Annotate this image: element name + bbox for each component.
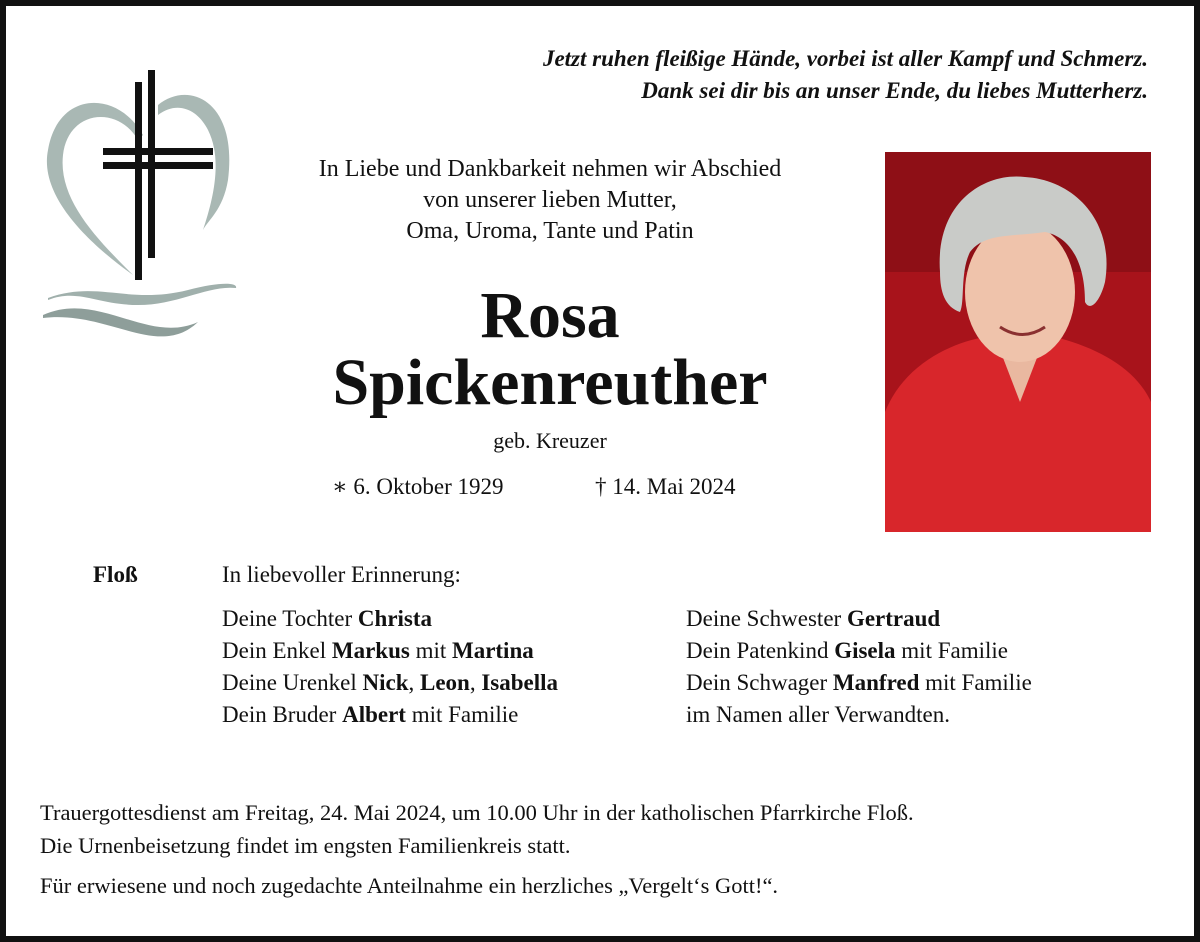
family-text: mit Familie bbox=[895, 638, 1008, 663]
footer-burial: Die Urnenbeisetzung findet im engsten Familienkreis statt. bbox=[40, 833, 571, 858]
death-date: † 14. Mai 2024 bbox=[595, 474, 736, 499]
family-name: Christa bbox=[357, 606, 433, 631]
place-label: Floß bbox=[93, 562, 138, 587]
family-text: Dein Schwager bbox=[686, 670, 833, 695]
family-member-line bbox=[686, 667, 1032, 699]
family-member-line bbox=[222, 603, 558, 635]
birth-name: geb. Kreuzer bbox=[493, 428, 607, 453]
family-member-line bbox=[686, 635, 1032, 667]
family-member-line bbox=[222, 699, 558, 731]
family-name: Leon bbox=[420, 670, 470, 695]
family-member-line bbox=[222, 667, 558, 699]
family-name: Gisela bbox=[834, 638, 896, 663]
quote-line-1: Jetzt ruhen fleißige Hände, vorbei ist aller Kampf und Schmerz. bbox=[542, 46, 1148, 71]
family-text: Deine Schwester bbox=[686, 606, 847, 631]
portrait-photo bbox=[885, 152, 1151, 532]
footer-thanks: Für erwiesene und noch zugedachte Anteilnahme ein herzliches „Vergelt‘s Gott!“. bbox=[40, 873, 779, 898]
first-name: Rosa bbox=[480, 279, 620, 352]
family-name: Gertraud bbox=[846, 606, 941, 631]
family-member-line bbox=[686, 699, 1032, 731]
intro-line-3: Oma, Uroma, Tante und Patin bbox=[406, 218, 694, 244]
family-name: Albert bbox=[342, 702, 406, 727]
family-name: Manfred bbox=[832, 670, 920, 695]
family-left-list bbox=[222, 603, 558, 731]
footer-service: Trauergottesdienst am Freitag, 24. Mai 2024, um 10.00 Uhr in der katholischen Pfarrkirche Floß. bbox=[40, 800, 914, 825]
family-text: mit Familie bbox=[919, 670, 1032, 695]
family-member-line bbox=[222, 635, 558, 667]
family-text: mit Familie bbox=[405, 702, 519, 727]
family-name: Markus bbox=[331, 638, 410, 663]
family-name: Nick bbox=[362, 670, 409, 695]
last-name: Spickenreuther bbox=[332, 346, 768, 419]
family-text: , bbox=[408, 670, 420, 695]
family-text: mit bbox=[409, 638, 452, 663]
birth-date: ∗ 6. Oktober 1929 bbox=[332, 474, 504, 499]
family-text: , bbox=[469, 670, 482, 695]
intro-line-1: In Liebe und Dankbarkeit nehmen wir Abschied bbox=[318, 156, 782, 182]
memory-heading: In liebevoller Erinnerung: bbox=[222, 562, 461, 587]
family-name: Martina bbox=[451, 638, 534, 663]
family-text: im Namen aller Verwandten. bbox=[686, 702, 950, 727]
family-text: Dein Bruder bbox=[222, 702, 343, 727]
family-member-line bbox=[686, 603, 1032, 635]
family-text: Dein Enkel bbox=[222, 638, 332, 663]
family-name: Isabella bbox=[481, 670, 559, 695]
family-text: Dein Patenkind bbox=[686, 638, 835, 663]
family-text: Deine Urenkel bbox=[222, 670, 363, 695]
family-text: Deine Tochter bbox=[222, 606, 358, 631]
quote-line-2: Dank sei dir bis an unser Ende, du liebes Mutterherz. bbox=[641, 78, 1148, 103]
cross-heart-icon bbox=[38, 60, 248, 360]
family-right-list bbox=[686, 603, 1032, 731]
intro-line-2: von unserer lieben Mutter, bbox=[423, 187, 677, 213]
